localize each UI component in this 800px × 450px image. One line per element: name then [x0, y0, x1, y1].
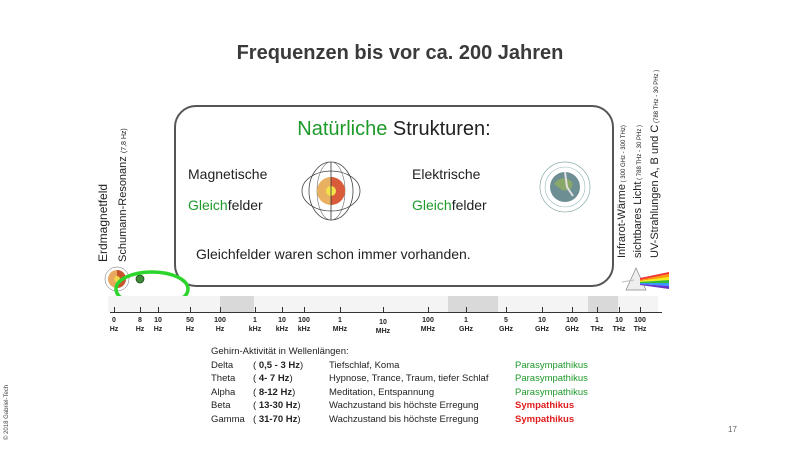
erdmagnetfeld-label: Erdmagnetfeld [96, 183, 110, 262]
scale-tick [255, 307, 256, 313]
schumann-small: (7,8 Hz) [121, 128, 128, 154]
brain-wave-description: Tiefschlaf, Koma [329, 359, 400, 371]
brain-wave-name: Gamma [211, 413, 245, 425]
scale-label-unit: THz [590, 326, 604, 333]
brain-activity-table [211, 345, 588, 426]
scale-label-value: 1 [464, 317, 468, 324]
scale-label [102, 316, 126, 334]
electric-label: Elektrische [412, 166, 481, 182]
box-title [174, 118, 614, 141]
scale-label-unit: GHz [499, 326, 513, 333]
scale-label-unit: THz [612, 326, 626, 333]
scale-label [530, 316, 554, 334]
uv-small: (788 THz - 30 PHz ) [654, 69, 660, 125]
brain-row [211, 386, 588, 400]
scale-tick [619, 307, 620, 313]
brain-wave-name: Alpha [211, 386, 236, 398]
scale-tick [190, 307, 191, 313]
scale-label [560, 316, 584, 334]
schumann-label [117, 128, 129, 262]
scale-label [328, 316, 352, 334]
scale-label [628, 316, 652, 334]
scale-label-unit: kHz [275, 326, 289, 333]
scale-tick [506, 307, 507, 313]
scale-label-value: 100 [298, 317, 310, 324]
scale-label-unit: kHz [248, 326, 262, 333]
scale-label-unit: MHz [420, 326, 436, 333]
electric-green-part: Gleich [412, 197, 452, 213]
brain-wave-range: ( 8-12 Hz) [253, 386, 296, 398]
earth-magnetic-field-icon [300, 160, 362, 222]
scale-label [146, 316, 170, 334]
scale-tick [466, 307, 467, 313]
scale-tick [304, 307, 305, 313]
scale-label [585, 316, 609, 334]
magnetic-green-part: Gleich [188, 197, 228, 213]
scale-tick [158, 307, 159, 313]
infrared-main: Infrarot-Wärme [616, 184, 628, 258]
scale-label-unit: kHz [297, 326, 311, 333]
scale-tick [597, 307, 598, 313]
scale-label [454, 316, 478, 334]
scale-label-value: 10 [538, 317, 546, 324]
scale-label-unit: THz [633, 326, 647, 333]
brain-wave-range-value: 13-30 Hz [258, 400, 298, 411]
electric-fields-label [412, 197, 487, 213]
scale-label [270, 316, 294, 334]
scale-label-value: 100 [422, 317, 434, 324]
brain-wave-range-value: 31-70 Hz [258, 413, 298, 425]
scale-tick [640, 307, 641, 313]
scale-label-value: 10 [615, 317, 623, 324]
scale-label-value: 50 [186, 317, 194, 324]
uv-main: UV-Strahlungen A, B und C [649, 124, 661, 258]
scale-tick [220, 307, 221, 313]
magnetic-rest-part: felder [227, 197, 263, 213]
scale-tick [282, 307, 283, 313]
nervous-system-type: Sympathikus [515, 400, 575, 411]
visible-light-small: ( 788 THz - 30 PHz ) [637, 124, 643, 182]
brain-wave-description: Hypnose, Trance, Traum, tiefer Schlaf [329, 373, 489, 384]
brain-row [211, 359, 588, 373]
scale-label-unit: GHz [459, 326, 473, 333]
slide-title: Frequenzen bis vor ca. 200 Jahren [236, 42, 564, 64]
scale-tick [114, 307, 115, 313]
brain-wave-range: ( 0,5 - 3 Hz) [253, 359, 304, 371]
brain-wave-name: Beta [211, 400, 231, 411]
nervous-system-type: Parasympathikus [515, 386, 588, 398]
brain-wave-range-value: 4- 7 Hz [258, 373, 290, 384]
scale-label-unit: MHz [332, 326, 348, 333]
brain-row [211, 413, 575, 427]
brain-wave-range-value: 8-12 Hz [258, 386, 293, 398]
nervous-system-type: Parasympathikus [515, 359, 588, 371]
copyright-text: © 2018 Gabriel-Tech [4, 384, 10, 440]
visible-light-label [632, 125, 644, 258]
scale-segment [448, 296, 498, 312]
scale-label-value: 100 [214, 317, 226, 324]
nervous-system-type: Sympathikus [515, 413, 575, 425]
scale-tick [140, 307, 141, 313]
nervous-system-type: Parasympathikus [515, 373, 588, 384]
magnetic-fields-label [188, 197, 263, 213]
infrared-label [616, 125, 628, 258]
scale-label-value: 1 [595, 317, 599, 324]
scale-label-value: 10 [278, 317, 286, 324]
brain-wave-name: Delta [211, 359, 234, 371]
uv-label [649, 70, 661, 258]
scale-label [416, 316, 440, 334]
magnetic-label: Magnetische [188, 166, 268, 182]
scale-label-value: 1 [253, 317, 257, 324]
brain-wave-range-value: 0,5 - 3 Hz [258, 359, 300, 371]
scale-label-value: 0 [112, 317, 116, 324]
box-title-rest: Strukturen: [387, 118, 491, 140]
box-title-green: Natürliche [297, 118, 388, 140]
brain-row [211, 372, 588, 386]
brain-wave-description: Meditation, Entspannung [329, 386, 435, 398]
page-number: 17 [728, 425, 737, 434]
scale-label-value: 10 [379, 319, 387, 326]
brain-heading: Gehirn-Aktivität in Wellenlängen: [211, 346, 349, 357]
brain-row [211, 399, 575, 413]
scale-tick [340, 307, 341, 313]
scale-label [494, 316, 518, 334]
scale-label [292, 316, 316, 334]
scale-label-value: 10 [154, 317, 162, 324]
scale-label-value: 1 [338, 317, 342, 324]
brain-wave-range: ( 31-70 Hz) [253, 413, 301, 425]
scale-tick [428, 307, 429, 313]
prism-spectrum-icon [622, 264, 670, 294]
scale-label-unit: Hz [135, 326, 145, 333]
earth-electric-field-icon [538, 160, 592, 214]
brain-wave-description: Wachzustand bis höchste Erregung [329, 400, 479, 411]
scale-label [178, 316, 202, 334]
frequency-axis [110, 312, 662, 313]
brain-wave-range: ( 4- 7 Hz) [253, 373, 293, 384]
box-note: Gleichfelder waren schon immer vorhanden. [196, 246, 471, 262]
brain-wave-range: ( 13-30 Hz) [253, 400, 301, 411]
scale-label-unit: Hz [185, 326, 195, 333]
scale-label-unit: GHz [535, 326, 549, 333]
scale-label-unit: Hz [109, 326, 119, 333]
scale-label [371, 318, 395, 336]
scale-label-unit: MHz [375, 328, 391, 335]
infrared-small: ( 300 GHz - 300 THz) [621, 125, 627, 185]
scale-label [243, 316, 267, 334]
scale-segment [220, 296, 254, 312]
visible-light-main: sichtbares Licht [632, 181, 644, 258]
scale-label-unit: GHz [565, 326, 579, 333]
brain-wave-description: Wachzustand bis höchste Erregung [329, 413, 479, 425]
scale-tick [383, 307, 384, 313]
brain-rows [211, 359, 588, 427]
scale-label-value: 100 [634, 317, 646, 324]
scale-tick [542, 307, 543, 313]
scale-label-unit: Hz [153, 326, 163, 333]
electric-rest-part: felder [451, 197, 487, 213]
scale-label [208, 316, 232, 334]
scale-tick [572, 307, 573, 313]
schumann-main: Schumann-Resonanz [117, 156, 129, 262]
scale-label-value: 100 [566, 317, 578, 324]
brain-wave-name: Theta [211, 373, 236, 384]
scale-segment [588, 296, 618, 312]
scale-label-value: 8 [138, 317, 142, 324]
scale-label-unit: Hz [215, 326, 225, 333]
scale-label-value: 5 [504, 317, 508, 324]
